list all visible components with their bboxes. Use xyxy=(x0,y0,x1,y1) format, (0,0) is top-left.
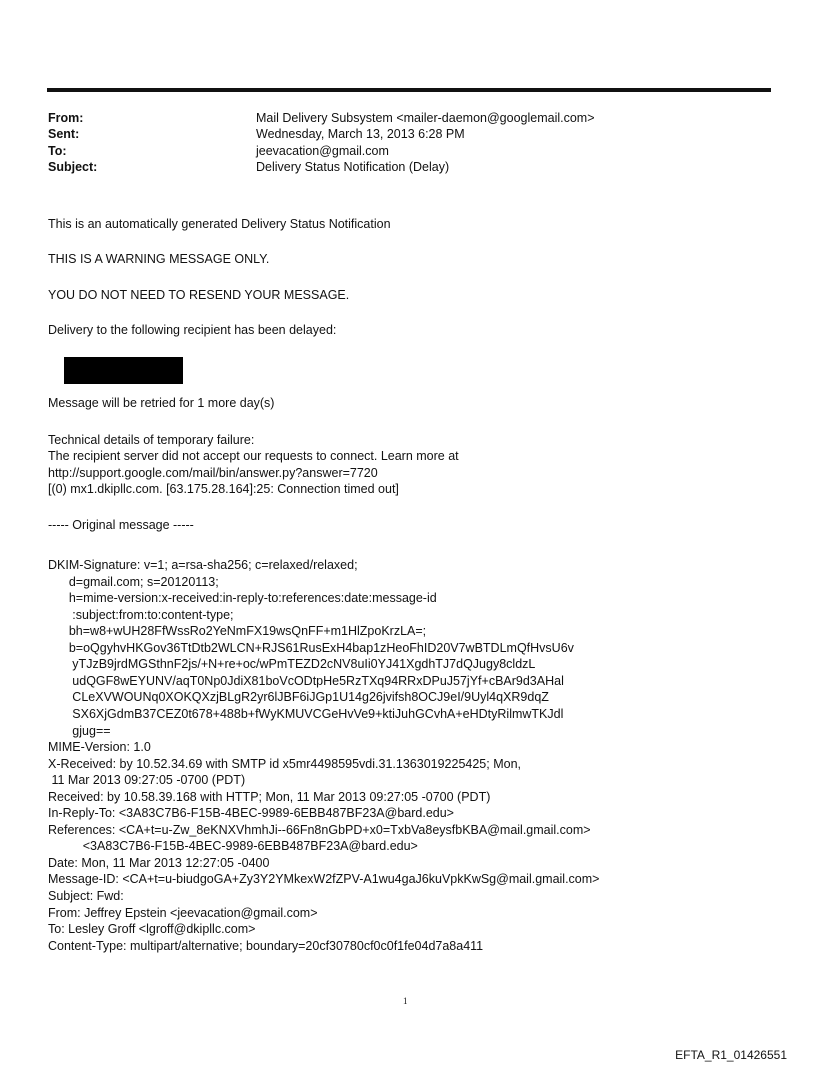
sent-value: Wednesday, March 13, 2013 6:28 PM xyxy=(256,127,465,141)
warning-text: THIS IS A WARNING MESSAGE ONLY. xyxy=(48,252,270,266)
to-value: jeevacation@gmail.com xyxy=(256,144,389,158)
raw-line: b=oQgyhvHKGov36TtDtb2WLCN+RJS61RusExH4bap1zHeoFhID20V7wBTDLmQfHvsU6v xyxy=(48,640,574,655)
footer-id: EFTA_R1_01426551 xyxy=(675,1048,787,1062)
intro-text: This is an automatically generated Delivery Status Notification xyxy=(48,217,391,231)
page-number: 1 xyxy=(403,996,408,1006)
raw-line: Message-ID: <CA+t=u-biudgoGA+Zy3Y2YMkexW2fZPV-A1wu4gaJ6kuVpkKwSg@mail.gmail.com> xyxy=(48,872,600,887)
raw-line: Subject: Fwd: xyxy=(48,889,124,903)
raw-line: Date: Mon, 11 Mar 2013 12:27:05 -0400 xyxy=(48,855,270,870)
raw-line: MIME-Version: 1.0 xyxy=(48,740,151,755)
raw-line: Received: by 10.58.39.168 with HTTP; Mon, 11 Mar 2013 09:27:05 -0700 (PDT) xyxy=(48,789,491,804)
from-label: From: xyxy=(48,111,84,125)
raw-line: udQGF8wEYUNV/aqT0Np0JdiX81boVcODtpHe5RzTXq94RRxDPuJ57jYf+cBAr9d3AHal xyxy=(48,673,564,688)
from-value: Mail Delivery Subsystem <mailer-daemon@googlemail.com> xyxy=(256,111,595,125)
header-rule xyxy=(47,88,771,92)
to-label: To: xyxy=(48,144,67,158)
tech-line-3: [(0) mx1.dkipllc.com. [63.175.28.164]:25: Connection timed out] xyxy=(48,482,399,496)
raw-line: DKIM-Signature: v=1; a=rsa-sha256; c=relaxed/relaxed; xyxy=(48,558,358,572)
raw-line: From: Jeffrey Epstein <jeevacation@gmail.com> xyxy=(48,905,318,920)
raw-line: h=mime-version:x-received:in-reply-to:references:date:message-id xyxy=(48,591,437,606)
raw-line: In-Reply-To: <3A83C7B6-F15B-4BEC-9989-6EBB487BF23A@bard.edu> xyxy=(48,806,454,821)
sent-label: Sent: xyxy=(48,127,80,141)
raw-line: To: Lesley Groff <lgroff@dkipllc.com> xyxy=(48,922,256,937)
original-separator: ----- Original message ----- xyxy=(48,518,194,532)
delayed-text: Delivery to the following recipient has been delayed: xyxy=(48,323,337,337)
raw-line: CLeXVWOUNq0XOKQXzjBLgR2yr6lJBF6iJGp1U14g26jvifsh8OCJ9eI/9Uyl4qXR9dqZ xyxy=(48,690,549,705)
raw-line: <3A83C7B6-F15B-4BEC-9989-6EBB487BF23A@bard.edu> xyxy=(48,839,418,854)
raw-line: SX6XjGdmB37CEZ0t678+488b+fWyKMUVCGeHvVe9+ktiJuhGCvhA+eHDtyRilmwTKJdl xyxy=(48,706,564,721)
raw-line: yTJzB9jrdMGSthnF2js/+N+re+oc/wPmTEZD2cNV8uIi0YJ41XgdhTJ7dQJugy8cldzL xyxy=(48,657,536,672)
redaction-box xyxy=(64,357,183,384)
retry-text: Message will be retried for 1 more day(s) xyxy=(48,396,275,410)
raw-line: 11 Mar 2013 09:27:05 -0700 (PDT) xyxy=(48,773,246,788)
raw-line: X-Received: by 10.52.34.69 with SMTP id x5mr4498595vdi.31.1363019225425; Mon, xyxy=(48,756,521,771)
raw-line: bh=w8+wUH28FfWssRo2YeNmFX19wsQnFF+m1HlZpoKrzLA=; xyxy=(48,624,427,639)
raw-line: Content-Type: multipart/alternative; boundary=20cf30780cf0c0f1fe04d7a8a411 xyxy=(48,938,484,953)
raw-line: gjug== xyxy=(48,723,111,738)
tech-title: Technical details of temporary failure: xyxy=(48,433,255,447)
no-resend-text: YOU DO NOT NEED TO RESEND YOUR MESSAGE. xyxy=(48,288,350,302)
raw-line: :subject:from:to:content-type; xyxy=(48,607,234,622)
subject-label: Subject: xyxy=(48,160,98,174)
tech-line-2: http://support.google.com/mail/bin/answer.py?answer=7720 xyxy=(48,466,378,480)
tech-line-1: The recipient server did not accept our requests to connect. Learn more at xyxy=(48,449,459,463)
raw-line: d=gmail.com; s=20120113; xyxy=(48,574,219,589)
raw-line: References: <CA+t=u-Zw_8eKNXVhmhJi--66Fn8nGbPD+x0=TxbVa8eysfbKBA@mail.gmail.com> xyxy=(48,822,591,837)
subject-value: Delivery Status Notification (Delay) xyxy=(256,160,450,174)
